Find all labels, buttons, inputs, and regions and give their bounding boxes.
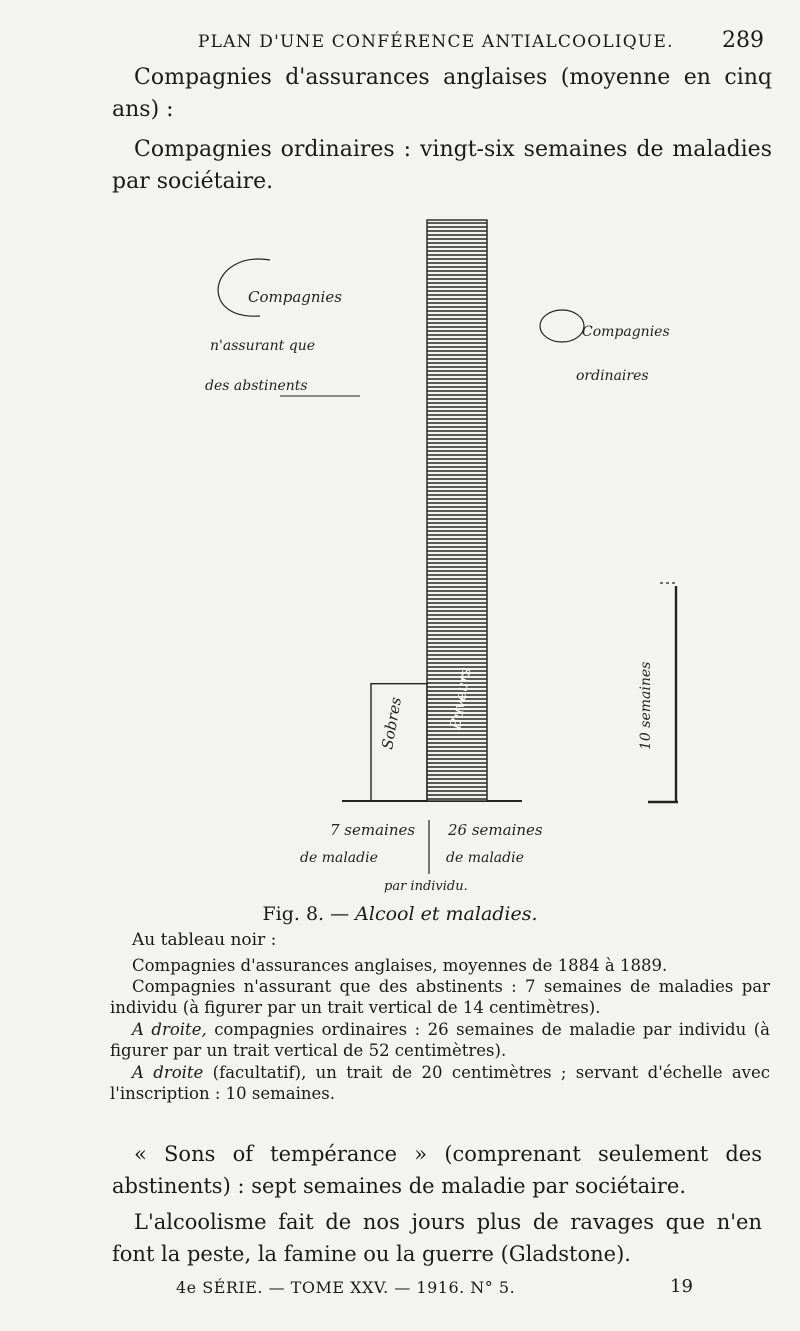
bar-sobres-label: Sobres [378, 695, 406, 751]
note-4-body: (facultatif), un trait de 20 centimètres ; servant d'échelle avec l'inscription : 10 semaines. [110, 1063, 770, 1103]
figure-caption [0, 903, 800, 925]
bottom-right-line1: 26 semaines [448, 821, 543, 839]
bar-buveurs-label: Buveurs [446, 665, 475, 731]
note-2: Compagnies n'assurant que des abstinents : 7 semaines de maladies par individu (à figurer par un trait vertical de 14 centimètres). [110, 977, 770, 1017]
paragraph-ordinary-companies: Compagnies ordinaires : vingt-six semaines de maladies par sociétaire. [112, 137, 772, 194]
caption-title: Alcool et maladies. [355, 903, 538, 925]
bottom-right-line2: de maladie [446, 850, 524, 866]
note-4 [110, 1062, 770, 1104]
left-label-line3: des abstinents [205, 378, 308, 394]
page-number: 289 [722, 28, 764, 53]
right-label-line2: ordinaires [576, 368, 649, 384]
running-title: PLAN D'UNE CONFÉRENCE ANTIALCOOLIQUE. [198, 32, 674, 52]
note-1: Compagnies d'assurances anglaises, moyennes de 1884 à 1889. [132, 956, 668, 975]
note-4-lead: A droite [132, 1063, 204, 1082]
note-3 [110, 1019, 770, 1061]
left-label-line2: n'assurant que [210, 338, 315, 354]
note-3-lead: A droite, [132, 1020, 207, 1039]
right-label-flourish [540, 310, 584, 342]
sheet-number: 19 [670, 1276, 693, 1297]
left-label-line1: Compagnies [248, 288, 342, 306]
note-3-body: compagnies ordinaires : 26 semaines de maladie par individu (à figurer par un trait vertical de 52 centimètres). [110, 1020, 770, 1060]
caption-prefix: Fig. 8. — [262, 903, 350, 925]
paragraph-english-companies: Compagnies d'assurances anglaises (moyenne en cinq ans) : [112, 65, 772, 122]
right-label-line1: Compagnies [582, 324, 670, 340]
bottom-left-line1: 7 semaines [330, 821, 416, 839]
signature-line: 4e SÉRIE. — TOME XXV. — 1916. N° 5. [176, 1278, 516, 1297]
paragraph-sons-of-temperance: « Sons of tempérance » (comprenant seulement des abstinents) : sept semaines de maladie par sociétaire. [112, 1142, 762, 1198]
page-footer [0, 1278, 800, 1308]
paragraph-gladstone: L'alcoolisme fait de nos jours plus de ravages que n'en font la peste, la famine ou la guerre (Gladstone). [112, 1210, 762, 1266]
bar-chart [0, 210, 800, 900]
scale-label: 10 semaines [638, 661, 654, 750]
notes-intro: Au tableau noir : [132, 930, 277, 950]
bottom-center: par individu. [384, 879, 468, 894]
figure-alcohol-illness [0, 210, 800, 900]
bottom-left-line2: de maladie [300, 850, 378, 866]
